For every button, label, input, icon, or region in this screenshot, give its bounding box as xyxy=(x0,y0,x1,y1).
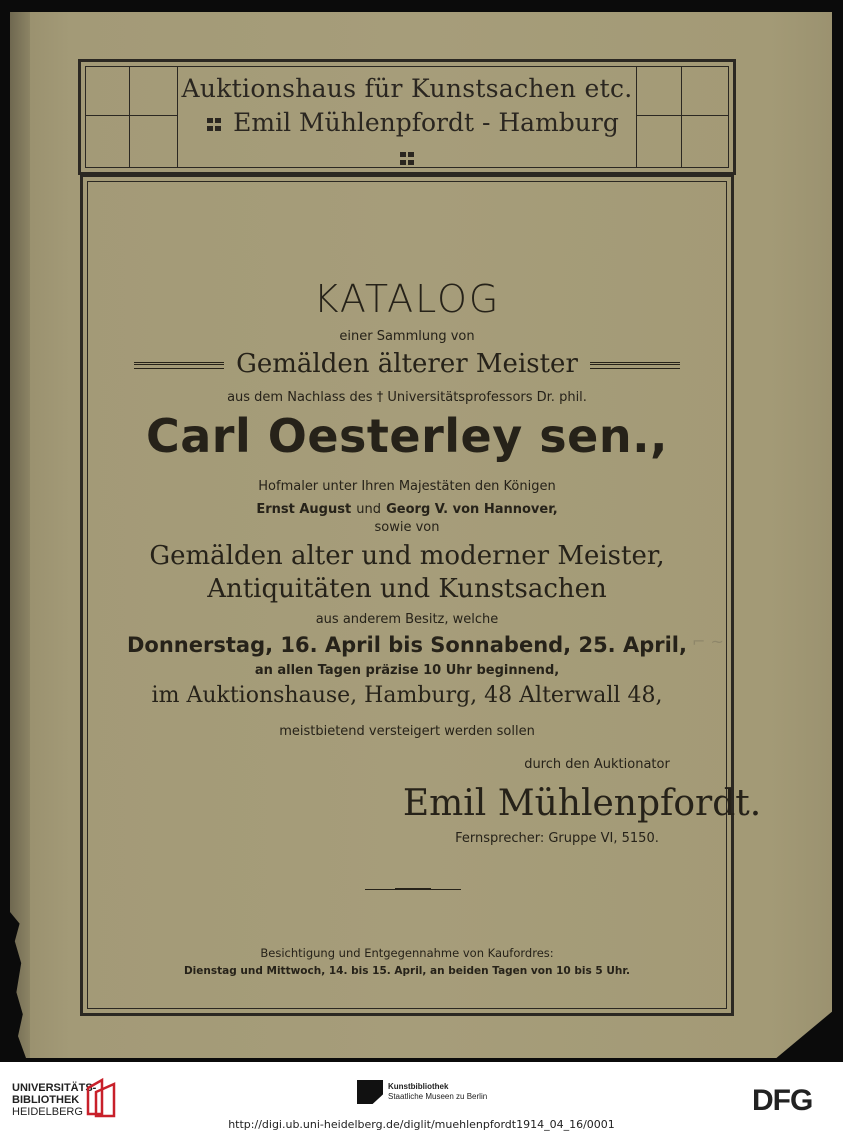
line-auktionator: durch den Auktionator xyxy=(524,757,670,772)
viewing-line-2: Dienstag und Mittwoch, 14. bis 15. April, an beiden Tagen von 10 bis 5 Uhr. xyxy=(183,965,631,977)
rule-ornament-right xyxy=(590,362,680,369)
footer-bar xyxy=(0,1062,843,1132)
line-besitz: aus anderem Besitz, welche xyxy=(315,612,499,627)
line-koenige: Ernst August und Georg V. von Hannover, xyxy=(256,502,558,517)
header-grid-ornament-right xyxy=(636,66,729,168)
catalog-cover xyxy=(10,12,832,1058)
dfg-logo: DFG xyxy=(752,1084,813,1117)
header-grid-ornament-left xyxy=(85,66,178,168)
phone-number: Fernsprecher: Gruppe VI, 5150. xyxy=(455,831,659,846)
header-line-1: Auktionshaus für Kunstsachen etc. xyxy=(181,74,633,103)
collector-name: Carl Oesterley sen., xyxy=(145,409,669,463)
line-hofmaler: Hofmaler unter Ihren Majestäten den Königen xyxy=(258,479,556,494)
square-ornament-icon xyxy=(207,118,221,131)
auctioneer-name: Emil Mühlenpfordt. xyxy=(402,783,762,824)
line-antiquitaeten: Antiquitäten und Kunstsachen xyxy=(207,574,607,604)
rule-ornament-left xyxy=(134,362,224,369)
main-box xyxy=(80,174,762,1016)
line-start-time: an allen Tagen präzise 10 Uhr beginnend, xyxy=(254,663,560,678)
divider-ornament xyxy=(365,889,461,890)
line-sammlung: einer Sammlung von xyxy=(339,329,475,344)
auction-location: im Auktionshause, Hamburg, 48 Alterwall 48, xyxy=(151,683,663,708)
torn-corner xyxy=(774,1010,834,1060)
kunstbibliothek-logo-icon xyxy=(357,1080,383,1104)
university-library-logo-text: UNIVERSITÄTS- BIBLIOTHEK HEIDELBERG xyxy=(12,1082,97,1118)
university-library-logo-icon xyxy=(84,1076,118,1118)
header-line-2: Emil Mühlenpfordt - Hamburg xyxy=(181,106,633,174)
spine-shadow xyxy=(10,12,30,1058)
viewing-line-1: Besichtigung und Entgegennahme von Kaufordres: xyxy=(260,946,554,960)
square-ornament-icon xyxy=(400,152,414,165)
catalog-title: KATALOG xyxy=(313,277,501,321)
line-sowie: sowie von xyxy=(374,520,440,535)
line-nachlass: aus dem Nachlass des † Universitätsprofessors Dr. phil. xyxy=(227,390,587,405)
header-box xyxy=(78,59,736,175)
line-meistbietend: meistbietend versteigert werden sollen xyxy=(279,724,535,739)
pencil-mark: ⌐ ~ xyxy=(692,632,724,651)
line-gemaelden-aelterer: Gemälden älterer Meister xyxy=(83,349,731,379)
kunstbibliothek-logo-text: Kunstbibliothek Staatliche Museen zu Berlin xyxy=(388,1082,488,1101)
auction-dates: Donnerstag, 16. April bis Sonnabend, 25. April, xyxy=(127,633,687,657)
source-url[interactable]: http://digi.ub.uni-heidelberg.de/diglit/muehlenpfordt1914_04_16/0001 xyxy=(228,1118,615,1131)
line-gemaelden-moderner: Gemälden alter und moderner Meister, xyxy=(149,541,665,571)
